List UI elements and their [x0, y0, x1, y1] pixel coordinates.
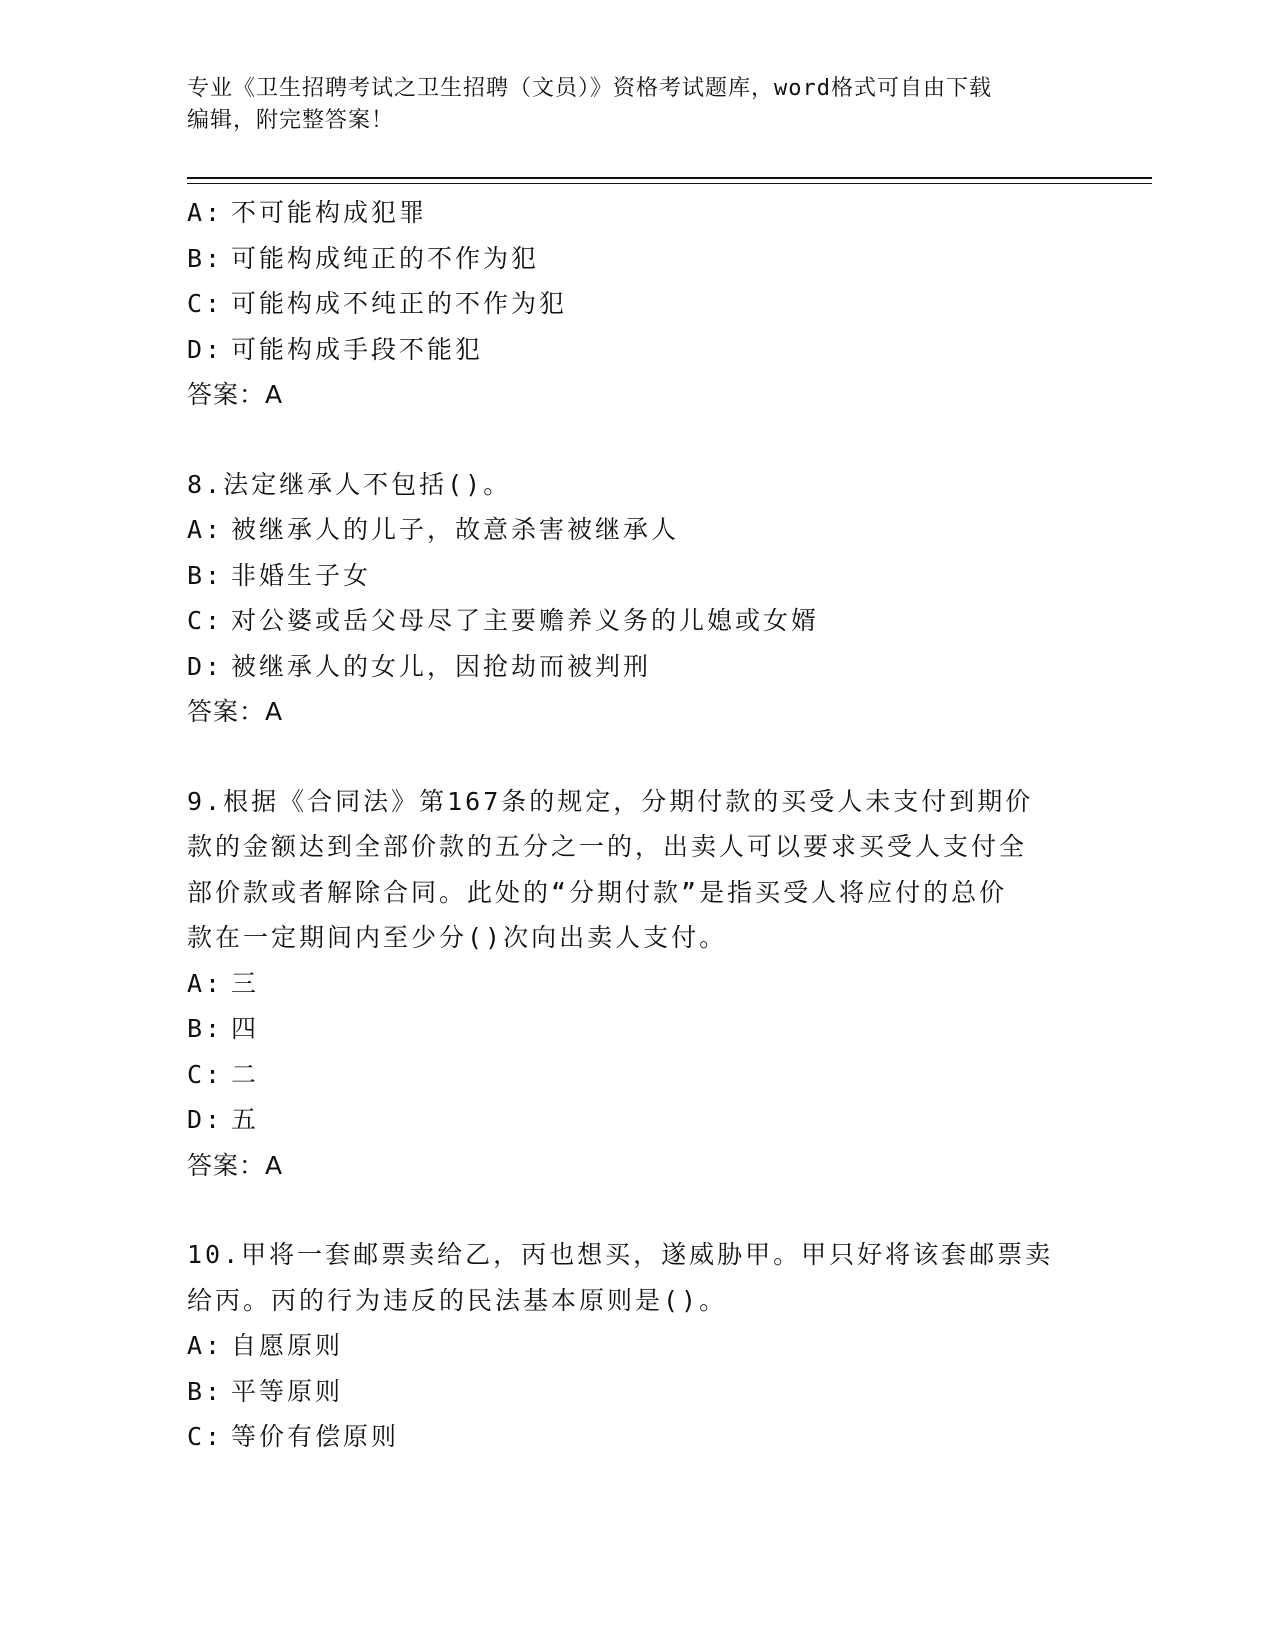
question-stem-line: 10.甲将一套邮票卖给乙，丙也想买，遂威胁甲。甲只好将该套邮票卖 — [187, 1240, 1054, 1269]
header-divider-thin — [187, 183, 1152, 184]
question-10 — [187, 1232, 1087, 1460]
option-a: A: 不可能构成犯罪 — [187, 198, 428, 227]
question-7 — [187, 190, 1087, 418]
option-c: C: 等价有偿原则 — [187, 1422, 400, 1451]
option-c: C: 对公婆或岳父母尽了主要赡养义务的儿媳或女婿 — [187, 606, 820, 635]
option-a: A: 被继承人的儿子，故意杀害被继承人 — [187, 515, 680, 544]
question-9 — [187, 779, 1087, 1189]
question-8 — [187, 462, 1087, 735]
question-stem-line: 部价款或者解除合同。此处的“分期付款”是指买受人将应付的总价 — [187, 877, 1008, 907]
header-line-2: 编辑，附完整答案！ — [187, 108, 395, 133]
option-d: D: 被继承人的女儿，因抢劫而被判刑 — [187, 651, 652, 681]
option-d: D: 可能构成手段不能犯 — [187, 334, 484, 364]
option-c: C: 二 — [187, 1059, 260, 1089]
question-stem: 8.法定继承人不包括()。 — [187, 469, 512, 499]
option-a: A: 三 — [187, 968, 260, 998]
option-b: B: 平等原则 — [187, 1376, 344, 1406]
option-b: B: 非婚生子女 — [187, 560, 372, 590]
question-stem-line: 给丙。丙的行为违反的民法基本原则是()。 — [187, 1285, 728, 1315]
option-a: A: 自愿原则 — [187, 1331, 344, 1360]
header-divider-thick — [187, 177, 1152, 179]
option-b: B: 可能构成纯正的不作为犯 — [187, 243, 540, 273]
answer-line: 答案：A — [187, 1150, 284, 1180]
option-c: C: 可能构成不纯正的不作为犯 — [187, 289, 568, 318]
question-stem-line: 款在一定期间内至少分()次向出卖人支付。 — [187, 923, 728, 952]
option-d: D: 五 — [187, 1105, 260, 1134]
header-line-1: 专业《卫生招聘考试之卫生招聘（文员）》资格考试题库，word格式可自由下载 — [187, 76, 992, 101]
question-stem-line: 9.根据《合同法》第167条的规定，分期付款的买受人未支付到期价 — [187, 786, 1034, 816]
answer-line: 答案：A — [187, 697, 284, 726]
answer-line: 答案：A — [187, 380, 284, 409]
document-header — [187, 73, 1087, 137]
question-list — [187, 190, 1087, 1460]
option-b: B: 四 — [187, 1014, 260, 1043]
question-stem-line: 款的金额达到全部价款的五分之一的，出卖人可以要求买受人支付全 — [187, 832, 1028, 861]
